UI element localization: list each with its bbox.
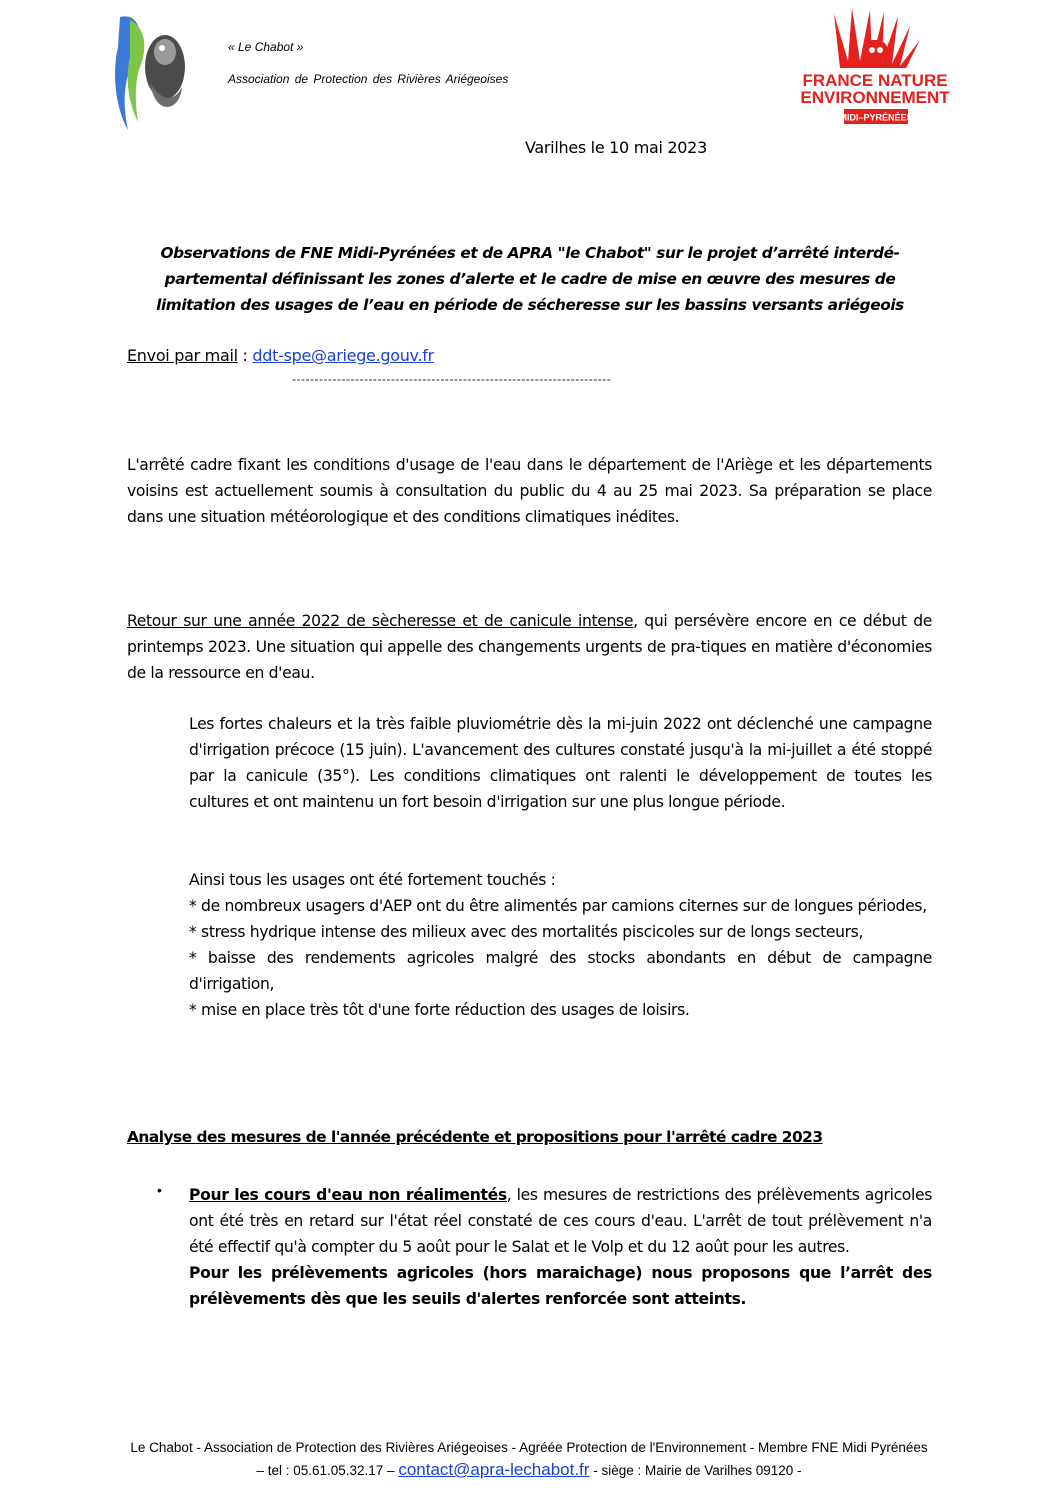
retour-paragraph — [127, 608, 932, 686]
cours-eau-heading: Pour les cours d'eau non réalimentés — [189, 1186, 507, 1204]
footer-line-1: Le Chabot - Association de Protection des Rivières Ariégeoises - Agréée Protection de l'Environnement - Membre FNE Midi Pyrénées — [130, 1440, 928, 1455]
footer-line-2 — [0, 1460, 1058, 1480]
document-title: Observations de FNE Midi-Pyrénées et de APRA "le Chabot" sur le projet d’arrêté interdé-partemental définissant les zones d’alerte et le cadre de mise en œuvre des mesures de limitation des usages de l’eau en période de sécheresse sur les bassins versants ariégeois — [156, 244, 904, 314]
envoi-line — [127, 346, 434, 365]
envoi-separator: : — [237, 346, 253, 365]
retour-heading: Retour sur une année 2022 de sècheresse et de canicule intense — [127, 612, 634, 630]
fne-logo-region: MIDI–PYRÉNÉES — [839, 112, 913, 123]
intro-paragraph: L'arrêté cadre fixant les conditions d'usage de l'eau dans le département de l'Ariège et les départements voisins est actuellement soumis à consultation du public du 4 au 25 mai 2023. Sa préparation se place dans une situation météorologique et des conditions climatiques inédites. — [127, 456, 932, 526]
section-heading-analyse: Analyse des mesures de l'année précédente et propositions pour l'arrêté cadre 2023 — [127, 1128, 823, 1146]
separator-dashes: ----------------------------------------------------------------------- — [292, 372, 612, 386]
envoi-label: Envoi par mail — [127, 346, 238, 365]
conditions-paragraph: Les fortes chaleurs et la très faible pluviométrie dès la mi-juin 2022 ont déclenché une campagne d'irrigation précoce (15 juin). L'avancement des cultures constaté jusqu'à la mi-juillet a été stoppé par la canicule (35°). Les conditions climatiques ont ralenti le développement de toutes les cultures et ont maintenu un fort besoin d'irrigation sur une plus longue période. — [189, 715, 932, 811]
footer-email-link[interactable]: contact@apra-lechabot.fr — [398, 1460, 590, 1479]
proposition-text: Pour les prélèvements agricoles (hors maraichage) nous proposons que l’arrêt des prélèvements dès que les seuils d'alertes renforcée sont atteints. — [189, 1264, 932, 1308]
list-item: * mise en place très tôt d'une forte réduction des usages de loisirs. — [189, 1001, 690, 1019]
list-item: * baisse des rendements agricoles malgré des stocks abondants en début de campagne d'irrigation, — [189, 949, 932, 993]
footer-phone: – tel : 05.61.05.32.17 – — [256, 1463, 399, 1478]
usages-intro: Ainsi tous les usages ont été fortement touchés : — [189, 871, 556, 889]
org-short-name: « Le Chabot » — [228, 40, 304, 54]
org-full-name: Association de Protection des Rivières Ariégeoises — [228, 72, 509, 86]
chabot-logo — [110, 12, 195, 134]
fne-logo-line2: ENVIRONNEMENT — [800, 88, 950, 107]
list-item: * de nombreux usagers d'AEP ont du être alimentés par camions citernes sur de longues périodes, — [189, 897, 927, 915]
fne-logo-line1: FRANCE NATURE — [802, 71, 948, 90]
bullet-icon: • — [157, 1182, 162, 1198]
footer-address: - siège : Mairie de Varilhes 09120 - — [589, 1463, 802, 1478]
fne-logo — [800, 6, 950, 130]
document-date: Varilhes le 10 mai 2023 — [525, 138, 707, 157]
list-item: * stress hydrique intense des milieux avec des mortalités piscicoles sur de longs secteurs, — [189, 923, 864, 941]
cours-eau-text: , les mesures de restrictions des prélèvements agricoles ont été très en retard sur l'état réel constaté de ces cours d'eau. L'arrêt de tout prélèvement n'a été effectif qu'à compter du 5 août pour le Salat et le Volp et du 12 août pour les autres. — [189, 1186, 932, 1256]
cours-eau-paragraph — [189, 1182, 932, 1312]
usages-list — [189, 867, 932, 1023]
envoi-email-link[interactable]: ddt-spe@ariege.gouv.fr — [252, 346, 434, 365]
retour-text: , qui persévère encore en ce début de printemps 2023. Une situation qui appelle des changements urgents de pra-tiques en matière d'économies de la ressource en d'eau. — [127, 612, 932, 682]
